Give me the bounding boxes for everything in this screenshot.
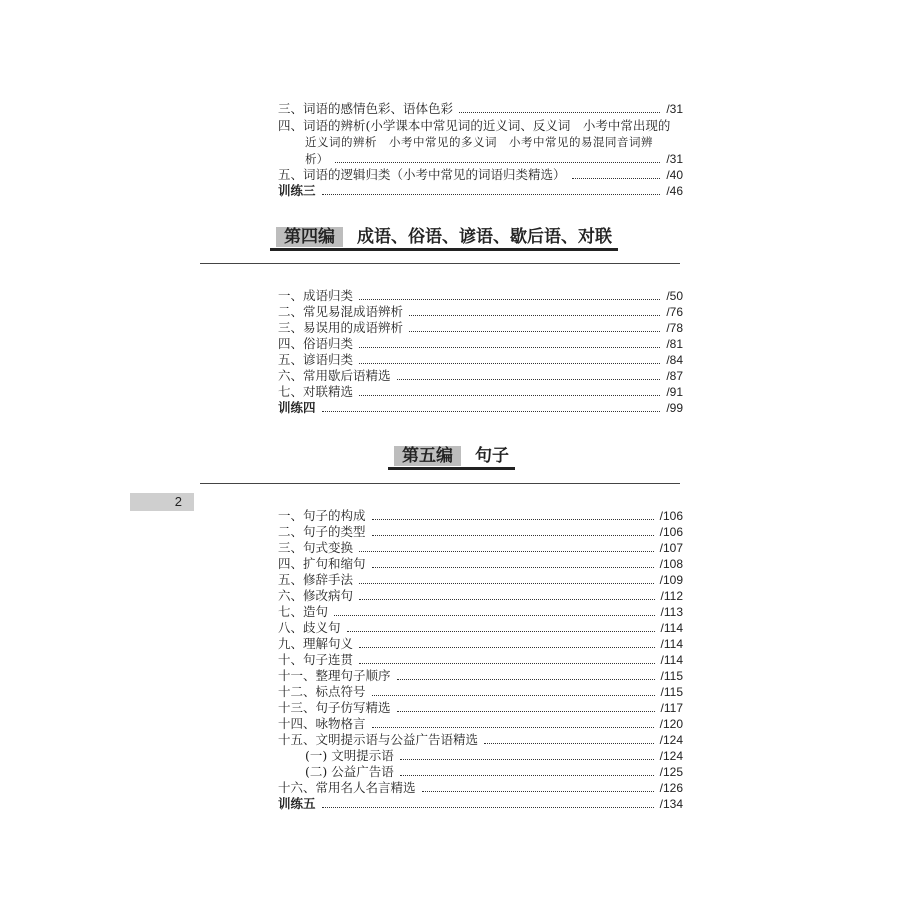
toc-page: /125: [659, 765, 683, 779]
dot-leader: [400, 759, 654, 760]
dot-leader: [322, 807, 654, 808]
toc-row[interactable]: [278, 320, 683, 336]
toc-label: 七、对联精选: [278, 384, 354, 399]
toc-label: 七、造句: [278, 604, 329, 619]
toc-label-line2: 近义词的辨析 小考中常见的多义词 小考中常见的易混同音词辨: [305, 135, 653, 149]
toc-page: /76: [666, 305, 683, 319]
toc-row[interactable]: [278, 508, 683, 524]
toc-page: /91: [666, 385, 683, 399]
toc-label: 训练三: [278, 183, 316, 198]
dot-leader: [359, 647, 655, 648]
toc-page: /107: [659, 541, 683, 555]
toc-row[interactable]: [278, 684, 683, 700]
dot-leader: [359, 551, 654, 552]
toc-page: /99: [666, 401, 683, 415]
toc-section-3: [278, 101, 683, 199]
toc-label: 三、句式变换: [278, 540, 354, 555]
dot-leader: [359, 299, 660, 300]
toc-row[interactable]: [278, 588, 683, 604]
toc-row[interactable]: [278, 368, 683, 384]
toc-row[interactable]: [278, 604, 683, 620]
dot-leader: [484, 743, 654, 744]
toc-row[interactable]: [278, 620, 683, 636]
part-4-heading: [270, 222, 618, 251]
dot-leader: [372, 695, 655, 696]
toc-label: 八、歧义句: [278, 620, 341, 635]
toc-label: 训练四: [278, 400, 316, 415]
toc-label: 十四、咏物格言: [278, 716, 366, 731]
toc-page: /109: [659, 573, 683, 587]
part-title: 句子: [475, 446, 509, 466]
toc-page: /106: [659, 509, 683, 523]
toc-row[interactable]: [278, 524, 683, 540]
toc-page: /117: [660, 701, 683, 715]
toc-part-5: [278, 508, 683, 812]
toc-page: /46: [666, 184, 683, 198]
dot-leader: [359, 599, 655, 600]
toc-page: /108: [659, 557, 683, 571]
toc-page: /50: [666, 289, 683, 303]
toc-label: 十一、整理句子顺序: [278, 668, 391, 683]
toc-row[interactable]: [278, 352, 683, 368]
toc-row-sub[interactable]: [278, 748, 683, 764]
dot-leader: [359, 347, 660, 348]
toc-row[interactable]: [278, 384, 683, 400]
dot-leader: [372, 535, 654, 536]
toc-row[interactable]: [278, 101, 683, 117]
toc-label: 六、修改病句: [278, 588, 354, 603]
toc-page: /31: [666, 152, 683, 166]
toc-page: /87: [666, 369, 683, 383]
dot-leader: [335, 162, 661, 163]
toc-page: /134: [659, 797, 683, 811]
toc-page: /106: [659, 525, 683, 539]
dot-leader: [400, 775, 654, 776]
toc-label: 五、词语的逻辑归类（小考中常见的词语归类精选）: [278, 167, 566, 182]
dot-leader: [359, 583, 654, 584]
dot-leader: [322, 411, 661, 412]
toc-page: /126: [659, 781, 683, 795]
toc-row-sub[interactable]: [278, 764, 683, 780]
dot-leader: [422, 791, 654, 792]
toc-part-4: [278, 288, 683, 416]
toc-page: /78: [666, 321, 683, 335]
toc-page: /115: [660, 669, 683, 683]
toc-label: 六、常用歇后语精选: [278, 368, 391, 383]
toc-page: /114: [660, 637, 683, 651]
section-divider: [200, 263, 680, 264]
toc-label: 三、词语的感情色彩、语体色彩: [278, 101, 454, 116]
toc-label: 五、修辞手法: [278, 572, 354, 587]
toc-page: /124: [659, 733, 683, 747]
dot-leader: [397, 711, 655, 712]
toc-row[interactable]: [278, 716, 683, 732]
dot-leader: [572, 178, 661, 179]
toc-row[interactable]: [278, 540, 683, 556]
page-number-tab: 2: [130, 493, 194, 511]
toc-label: 一、成语归类: [278, 288, 354, 303]
toc-label-line1: 四、词语的辨析(小学课本中常见词的近义词、反义词 小考中常出现的: [278, 118, 671, 133]
dot-leader: [347, 631, 655, 632]
toc-label: 十六、常用名人名言精选: [278, 780, 416, 795]
toc-label: 十三、句子仿写精选: [278, 700, 391, 715]
toc-row[interactable]: [278, 700, 683, 716]
toc-row[interactable]: [278, 668, 683, 684]
toc-row[interactable]: [278, 304, 683, 320]
toc-label: 二、句子的类型: [278, 524, 366, 539]
dot-leader: [359, 663, 655, 664]
toc-label: 五、谚语归类: [278, 352, 354, 367]
toc-row-exercise[interactable]: [278, 183, 683, 199]
toc-label: 二、常见易混成语辨析: [278, 304, 404, 319]
part-number: 第四编: [276, 227, 343, 247]
dot-leader: [322, 194, 661, 195]
toc-row[interactable]: [278, 167, 683, 183]
toc-row[interactable]: [278, 636, 683, 652]
part-number: 第五编: [394, 446, 461, 466]
toc-row[interactable]: [278, 556, 683, 572]
toc-page: /84: [666, 353, 683, 367]
toc-label: 四、俗语归类: [278, 336, 354, 351]
toc-page: /124: [659, 749, 683, 763]
toc-label: 一、句子的构成: [278, 508, 366, 523]
toc-page: /115: [660, 685, 683, 699]
toc-page: /81: [666, 337, 683, 351]
toc-row[interactable]: [278, 288, 683, 304]
toc-page: /31: [666, 102, 683, 116]
toc-page: /113: [660, 605, 683, 619]
toc-row-exercise[interactable]: [278, 400, 683, 416]
toc-label: 四、扩句和缩句: [278, 556, 366, 571]
dot-leader: [409, 331, 660, 332]
dot-leader: [372, 519, 654, 520]
part-title: 成语、俗语、谚语、歇后语、对联: [357, 227, 612, 247]
toc-row-multiline[interactable]: [278, 117, 683, 167]
toc-page: /112: [660, 589, 683, 603]
toc-label: 训练五: [278, 796, 316, 811]
dot-leader: [397, 379, 661, 380]
toc-label: 十五、文明提示语与公益广告语精选: [278, 732, 479, 747]
section-divider: [200, 483, 680, 484]
toc-label: 三、易误用的成语辨析: [278, 320, 404, 335]
dot-leader: [334, 615, 655, 616]
toc-label: (二) 公益广告语: [305, 764, 394, 779]
dot-leader: [372, 727, 654, 728]
toc-label: 十二、标点符号: [278, 684, 366, 699]
toc-label: (一) 文明提示语: [305, 748, 394, 763]
toc-page: /114: [660, 653, 683, 667]
dot-leader: [372, 567, 654, 568]
toc-row[interactable]: [278, 572, 683, 588]
dot-leader: [409, 315, 660, 316]
dot-leader: [359, 395, 660, 396]
toc-label: 十、句子连贯: [278, 652, 354, 667]
toc-page: /120: [659, 717, 683, 731]
toc-page: /114: [660, 621, 683, 635]
toc-row[interactable]: [278, 652, 683, 668]
toc-label-line3: 析）: [305, 152, 329, 166]
dot-leader: [397, 679, 655, 680]
part-5-heading: [388, 441, 515, 470]
dot-leader: [459, 112, 660, 113]
dot-leader: [359, 363, 660, 364]
toc-row-exercise[interactable]: [278, 796, 683, 812]
toc-row[interactable]: [278, 336, 683, 352]
toc-label: 九、理解句义: [278, 636, 354, 651]
toc-page: /40: [666, 168, 683, 182]
toc-row[interactable]: [278, 780, 683, 796]
toc-row[interactable]: [278, 732, 683, 748]
